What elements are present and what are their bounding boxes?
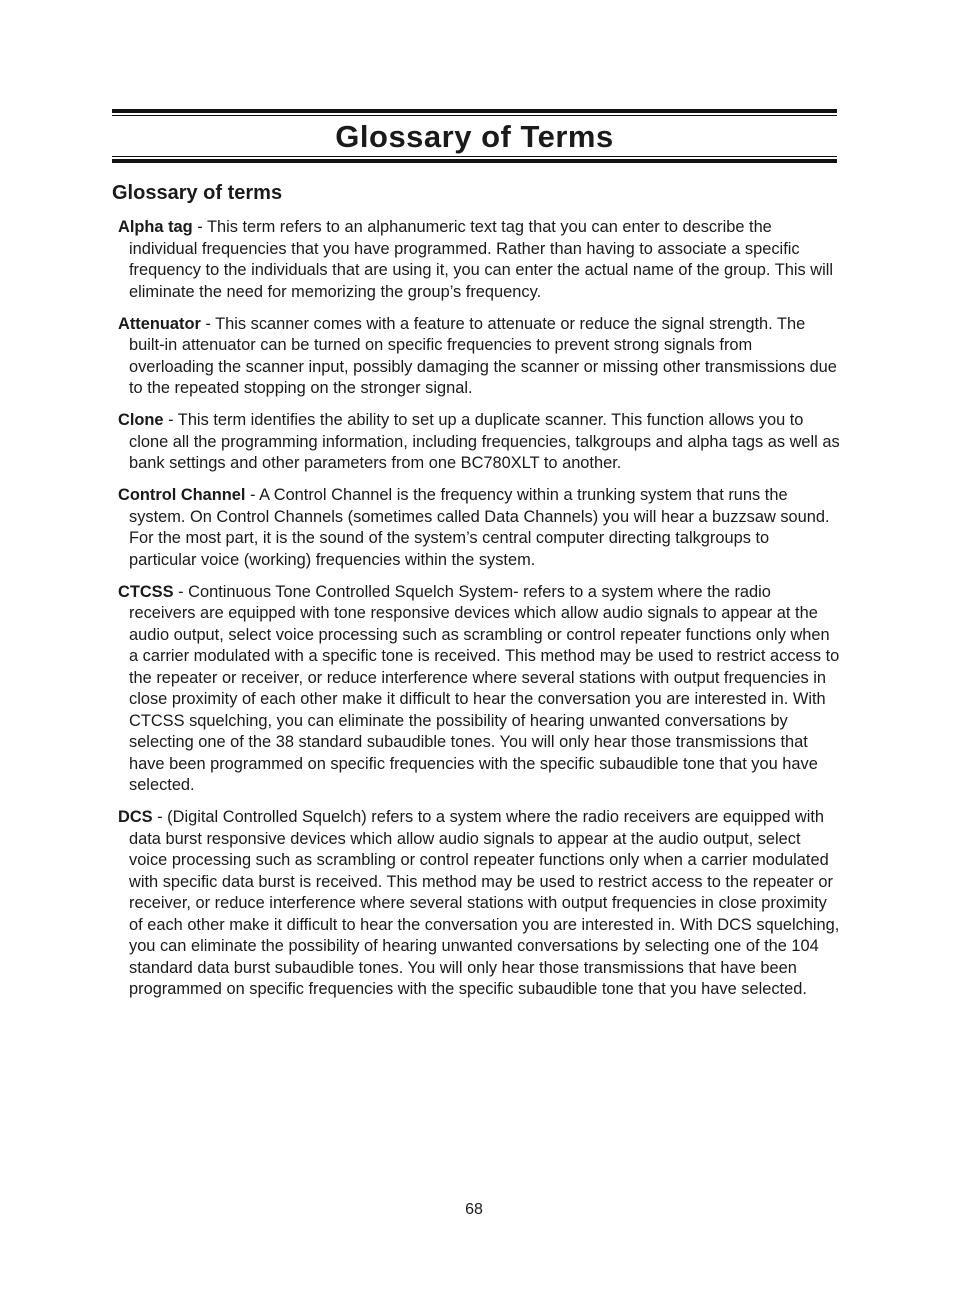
glossary-entry-attenuator [118,314,840,400]
glossary-definition: - This term refers to an alphanumeric text tag that you can enter to describe the individual frequencies that you have programmed. Rather than having to associate a specific frequency to the individuals that are using it, you can enter the actual name of the group. This will eliminate the need for memorizing the group’s frequency. [129,218,833,301]
glossary-entry-dcs [118,807,840,1001]
page-title: Glossary of Terms [335,119,614,154]
glossary-definition: - This scanner comes with a feature to attenuate or reduce the signal strength. The built-in attenuator can be turned on specific frequencies to prevent strong signals from overloading the scanner input, possibly damaging the scanner or missing other transmissions due to the repeated stopping on the stronger signal. [129,314,837,397]
glossary-definition: - Continuous Tone Controlled Squelch System- refers to a system where the radio receivers are equipped with tone responsive devices which allow audio signals to appear at the audio output, select voice processing such as scrambling or control repeater functions only when a carrier modulated with a specific tone is received. This method may be used to restrict access to the repeater or receiver, or reduce interference where several stations with output frequencies in close proximity of each other make it difficult to hear the conversation you are interested in. With CTCSS squelching, you can eliminate the possibility of hearing unwanted conversations by selecting one of the 38 standard subaudible tones. You will only hear those transmissions that have been programmed on specific frequencies with the specific subaudible tone that you have selected. [129,582,840,794]
glossary-term: Control Channel [118,486,246,504]
title-rule-top-thick [112,109,837,113]
section-heading: Glossary of terms [112,182,283,204]
title-rule-top-thin [112,115,837,116]
glossary-term: Clone [118,411,164,429]
glossary-term: Alpha tag [118,218,193,236]
title-rule-bottom-thin [112,156,837,157]
glossary-term: DCS [118,808,153,826]
glossary-entry-ctcss [118,582,840,797]
title-block [112,109,837,163]
title-rule-bottom-thick [112,159,837,163]
glossary-definition: - This term identifies the ability to set up a duplicate scanner. This function allows you to clone all the programming information, including frequencies, talkgroups and alpha tags as well as bank settings and other parameters from one BC780XLT to another. [129,411,840,472]
page-number: 68 [465,1201,483,1218]
glossary-entries [118,217,840,1011]
glossary-definition: - (Digital Controlled Squelch) refers to a system where the radio receivers are equipped with data burst responsive devices which allow audio signals to appear at the audio output, select voice processing such as scrambling or control repeater functions only when a carrier modulated with specific data burst is received. This method may be used to restrict access to the repeater or receiver, or reduce interference where several stations with output frequencies in close proximity of each other make it difficult to hear the conversation you are interested in. With DCS squelching, you can eliminate the possibility of hearing unwanted conversations by selecting one of the 104 standard data burst subaudible tones. You will only hear those transmissions that have been programmed on specific frequencies with the specific subaudible tone that you have selected. [129,808,840,998]
glossary-entry-control-channel [118,485,840,571]
glossary-term: CTCSS [118,582,174,601]
glossary-definition: - A Control Channel is the frequency within a trunking system that runs the system. On Control Channels (sometimes called Data Channels) you will hear a buzzsaw sound. For the most part, it is the sound of the system’s central computer directing talkgroups to particular voice (working) frequencies within the system. [129,486,830,569]
glossary-entry-alpha-tag [118,217,840,303]
glossary-term: Attenuator [118,314,201,333]
glossary-entry-clone [118,410,840,475]
